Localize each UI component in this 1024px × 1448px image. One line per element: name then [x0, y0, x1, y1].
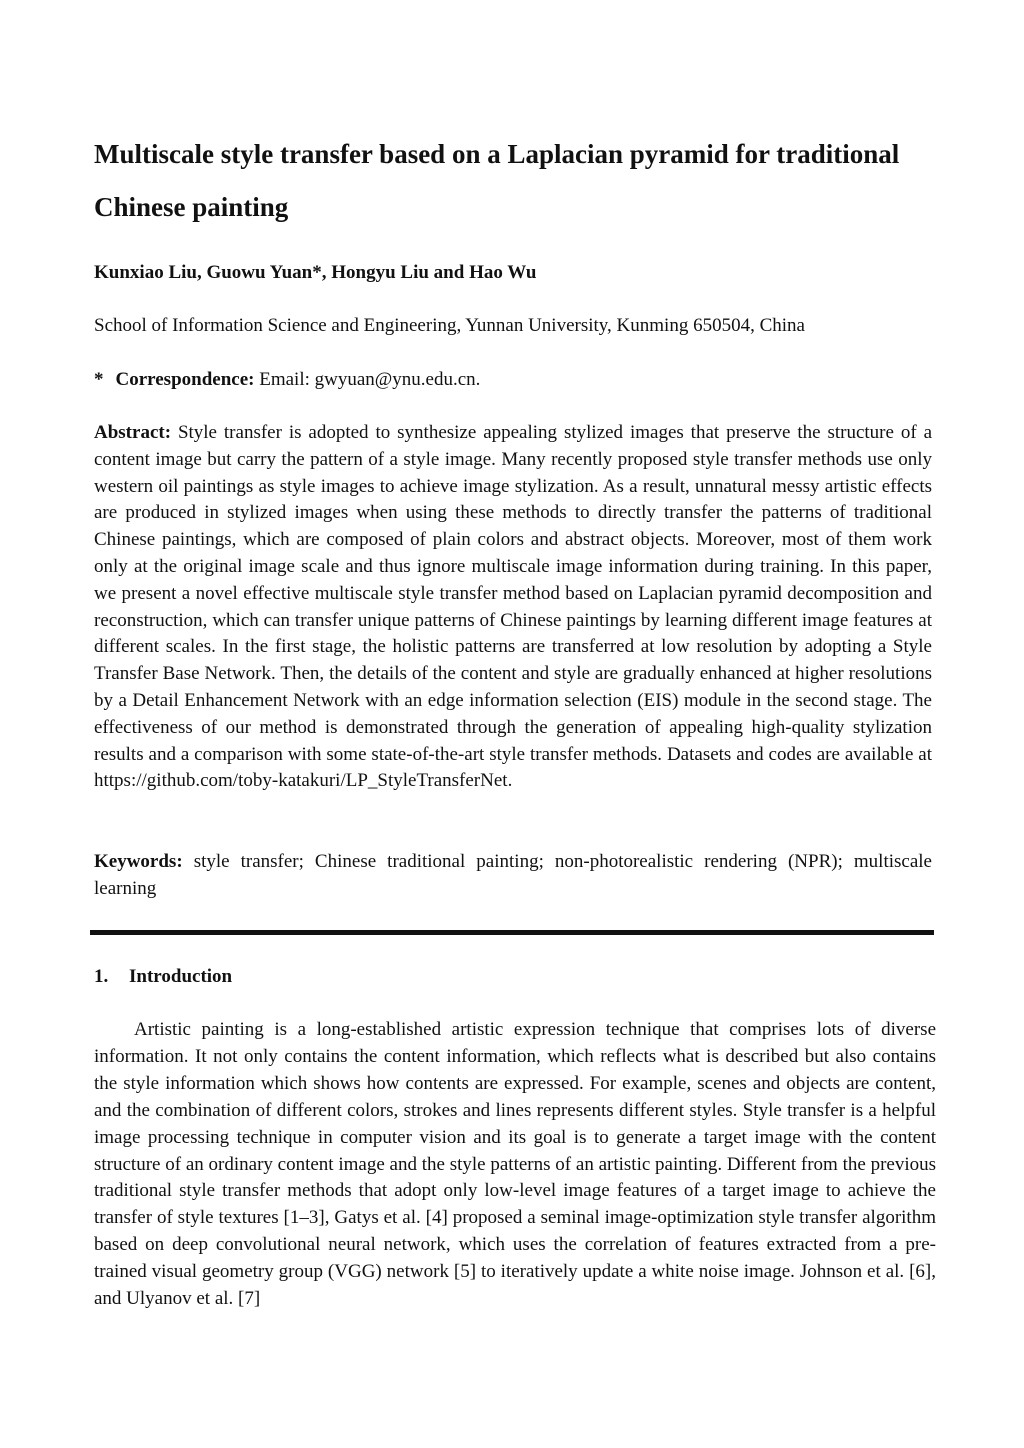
abstract-label: Abstract: [94, 422, 172, 443]
abstract-text: Style transfer is adopted to synthesize appealing stylized images that preserve the structure of a content image but carry the pattern of a style image. Many recently proposed style transfer methods use only western oil paintings as style images to achieve image stylization. As a result, unnatural messy artistic effects are produced in stylized images when using these methods to directly transfer the patterns of traditional Chinese paintings, which are composed of plain colors and abstract objects. Moreover, most of them work only at the original image scale and thus ignore multiscale image information during training. In this paper, we present a novel effective multiscale style transfer method based on Laplacian pyramid decomposition and reconstruction, which can transfer unique patterns of Chinese paintings by learning different image features at different scales. In the first stage, the holistic patterns are transferred at low resolution by adopting a Style Transfer Base Network. Then, the details of the content and style are gradually enhanced at higher resolutions by a Detail Enhancement Network with an edge information selection (EIS) module in the second stage. The effectiveness of our method is demonstrated through the generation of appealing high-quality stylization results and a comparison with some state-of-the-art style transfer methods. Datasets and codes are available at https://github.com/toby-katakuri/LP_StyleTransferNet. [94, 422, 932, 792]
section-divider [90, 930, 934, 935]
section-heading [94, 964, 934, 990]
section-number: 1. [94, 966, 109, 987]
keywords-text: style transfer; Chinese traditional painting; non-photorealistic rendering (NPR); multiscale learning [94, 851, 932, 899]
paper-title: Multiscale style transfer based on a Laplacian pyramid for traditional Chinese painting [94, 139, 900, 222]
affiliation: School of Information Science and Engineering, Yunnan University, Kunming 650504, China [94, 315, 805, 336]
correspondence-marker: * [94, 369, 104, 390]
author-list: Kunxiao Liu, Guowu Yuan*, Hongyu Liu and Hao Wu [94, 262, 537, 283]
abstract [94, 420, 932, 795]
section-title: Introduction [129, 966, 233, 987]
correspondence-email: Email: gwyuan@ynu.edu.cn. [254, 369, 481, 390]
correspondence [94, 367, 934, 393]
keywords-label: Keywords: [94, 851, 183, 872]
introduction-paragraph: Artistic painting is a long-established artistic expression technique that comprises lots of diverse information. It not only contains the content information, which reflects what is described but also contains the style information which shows how contents are expressed. For example, scenes and objects are content, and the combination of different colors, strokes and lines represents different styles. Style transfer is a helpful image processing technique in computer vision and its goal is to generate a target image with the content structure of an ordinary content image and the style patterns of an artistic painting. Different from the previous traditional style transfer methods that adopt only low-level image features of a target image to achieve the transfer of style textures [1–3], Gatys et al. [4] proposed a seminal image-optimization style transfer algorithm based on deep convolutional neural network, which uses the correlation of features extracted from a pre-trained visual geometry group (VGG) network [5] to iteratively update a white noise image. Johnson et al. [6], and Ulyanov et al. [7] [94, 1019, 936, 1310]
correspondence-label: Correspondence: [115, 369, 255, 390]
keywords [94, 849, 932, 903]
